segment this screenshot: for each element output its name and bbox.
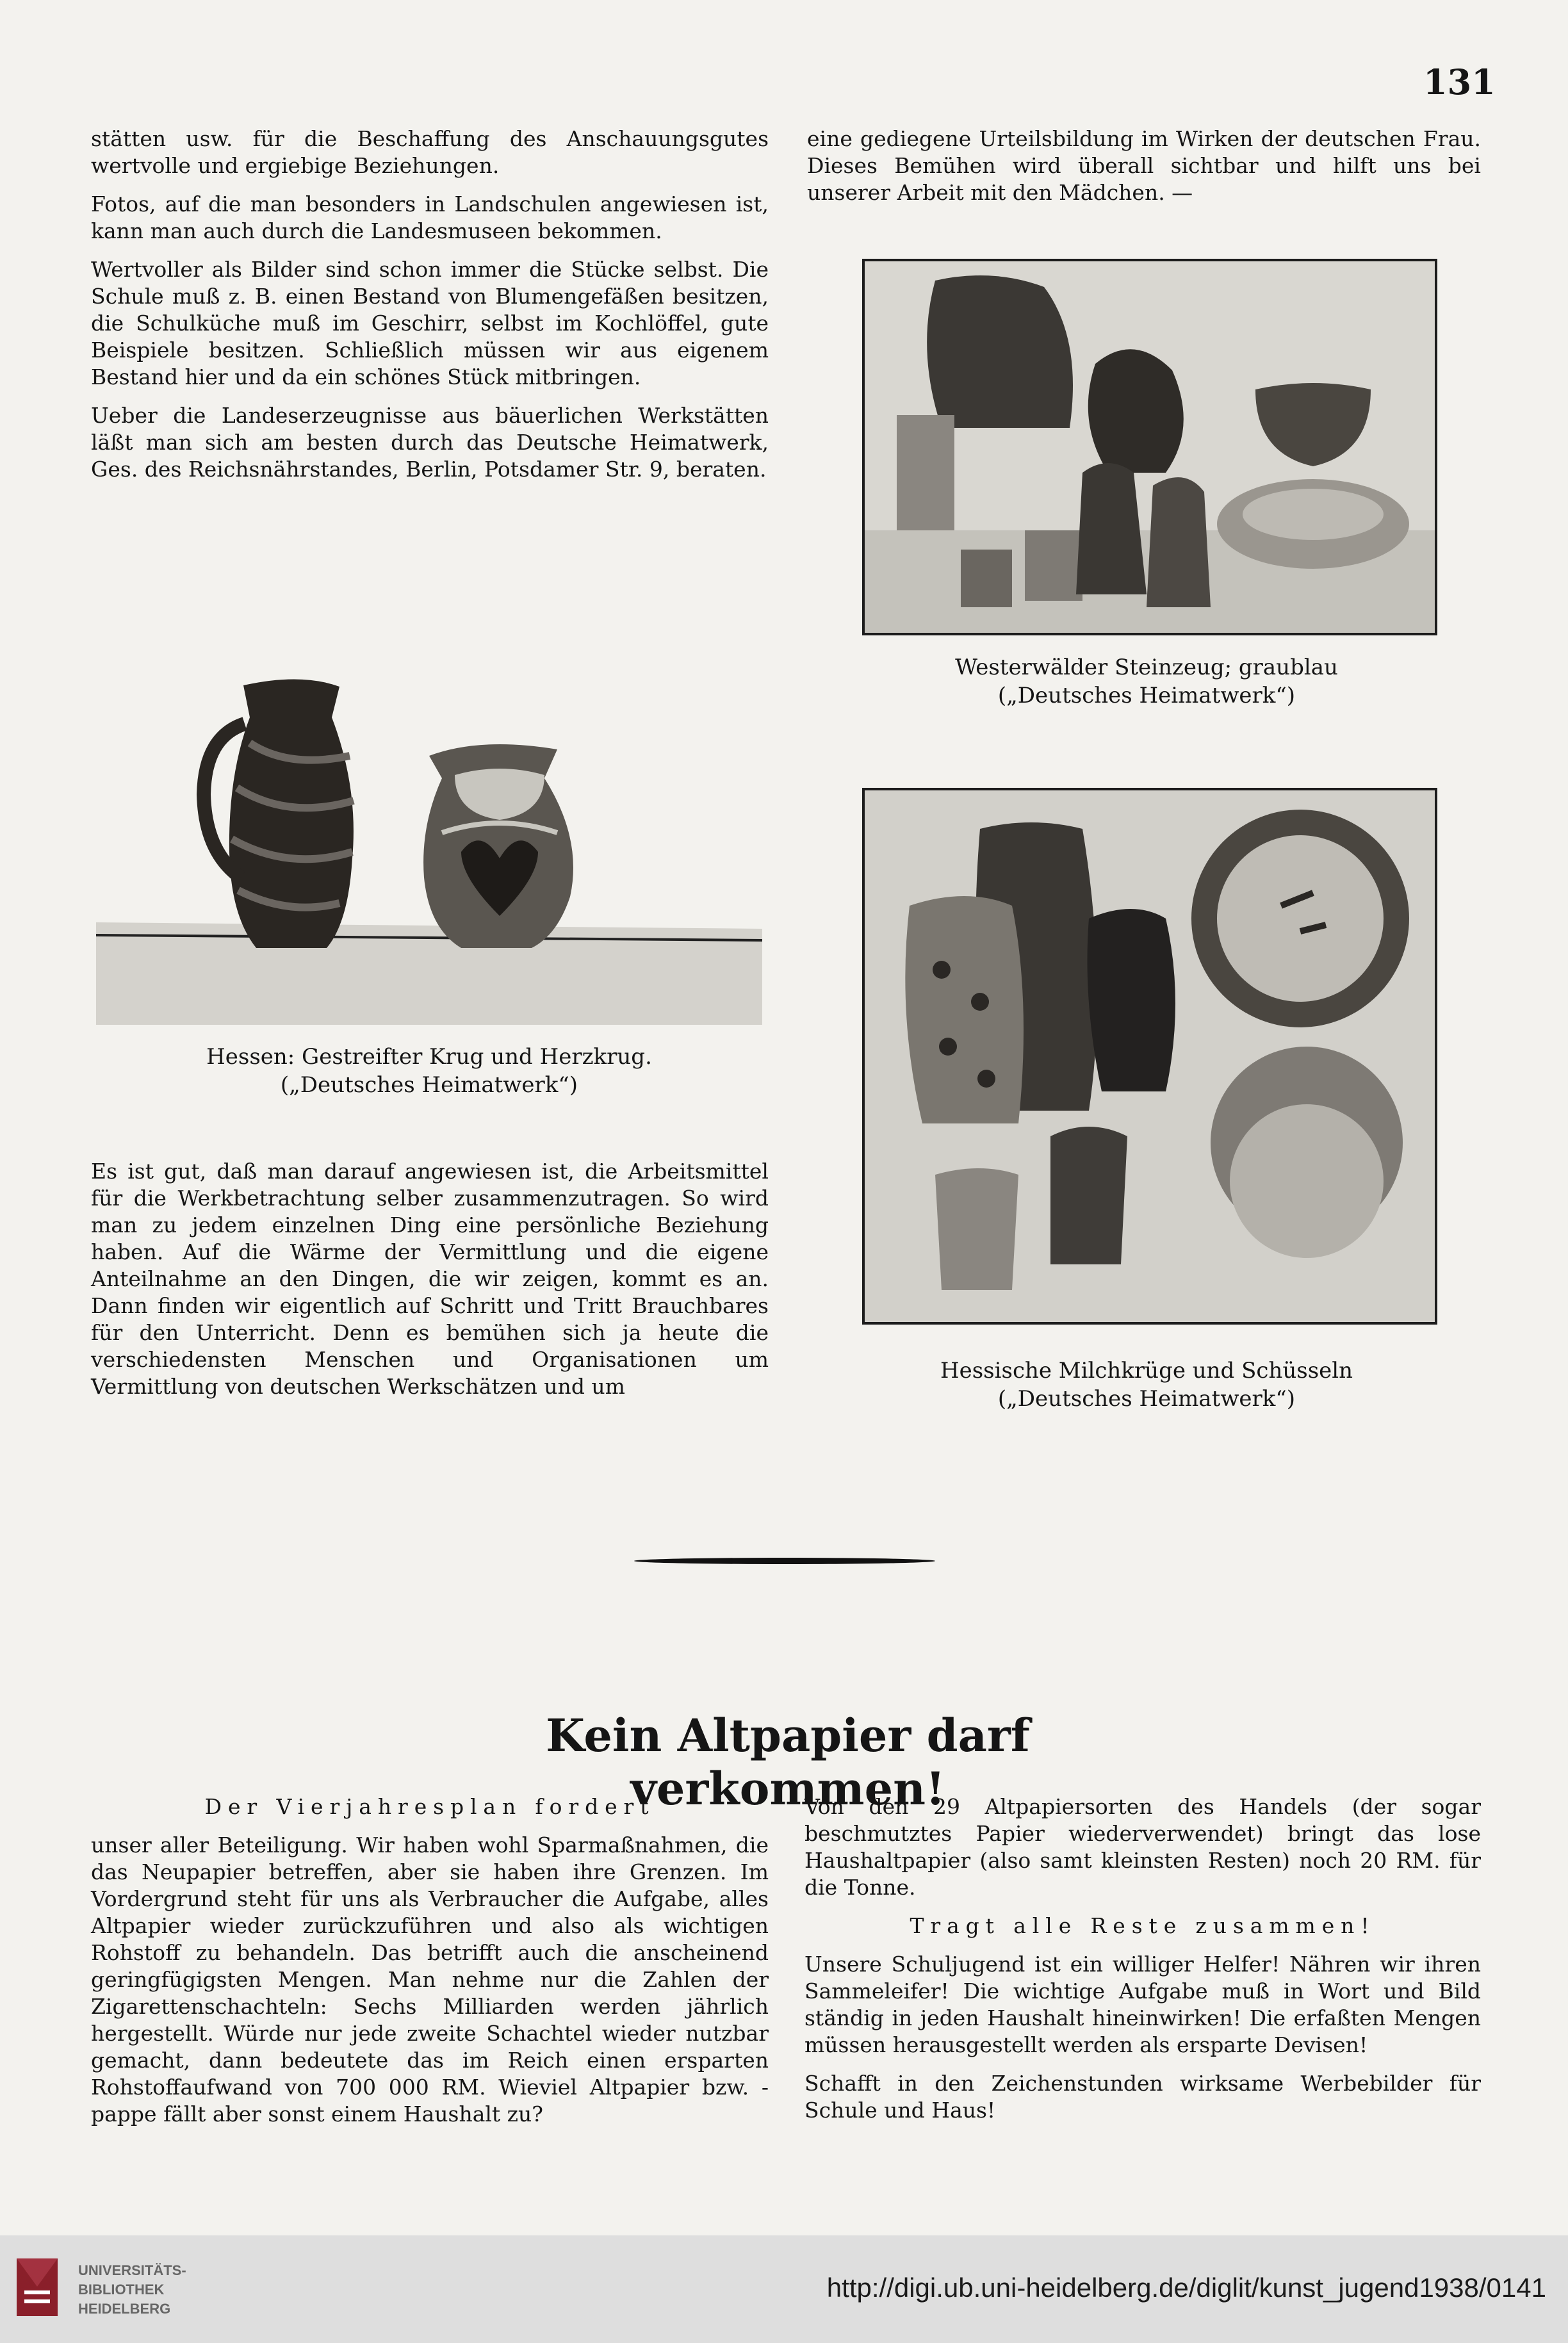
source-url-link[interactable]: http://digi.ub.uni-heidelberg.de/diglit/kunst_jugend1938/0141 [826, 2273, 1546, 2303]
photo-hessen-jugs [96, 647, 762, 1025]
caption-line: Westerwälder Steinzeug; graublau [955, 655, 1338, 680]
paragraph: Unsere Schuljugend ist ein williger Helfer! Nähren wir ihren Sammeleifer! Die wichtige Aufgabe muß in Wort und Bild ständig in jeden Haushalt hineinwirken! Die erfaßten Mengen müssen herausgestellt werden als ersparte Devisen! [804, 1952, 1481, 2057]
right-column-top [807, 126, 1481, 218]
article-subhead-left: Der Vierjahresplan fordert [204, 1794, 655, 1819]
paragraph: Fotos, auf die man besonders in Landschulen angewiesen ist, kann man auch durch die Landesmuseen bekommen. [91, 192, 769, 243]
left-column-top [91, 126, 769, 494]
caption-credit: („Deutsches Heimatwerk“) [280, 1072, 578, 1098]
page-number: 131 [1423, 61, 1496, 102]
library-name-line: BIBLIOTHEK [78, 2282, 165, 2298]
left-column-middle [91, 1158, 769, 1412]
library-name-line: UNIVERSITÄTS- [78, 2262, 186, 2278]
caption-credit: („Deutsches Heimatwerk“) [997, 1386, 1296, 1412]
paragraph: Wertvoller als Bilder sind schon immer die Stücke selbst. Die Schule muß z. B. einen Bestand von Blumengefäßen besitzen, die Schulküche muß im Geschirr, selbst im Kochlöffel, gute Beispiele besitzen. Schließlich müssen wir aus eigenem Bestand hier und da ein schönes Stück mitbringen. [91, 257, 769, 389]
milk-jugs-illustration [865, 790, 1435, 1322]
paragraph: stätten usw. für die Beschaffung des Anschauungsgutes wertvolle und ergiebige Beziehungen. [91, 126, 769, 178]
caption-hessen [96, 1043, 762, 1099]
striped-jug [204, 679, 354, 948]
article-right-column [804, 1793, 1481, 2135]
caption-credit: („Deutsches Heimatwerk“) [997, 683, 1296, 708]
paragraph: Von den 29 Altpapiersorten des Handels (der sogar beschmutztes Papier wiederverwendet) bringt das lose Haushaltpapier (also samt kleinsten Resten) noch 20 RM. für die Tonne. [804, 1794, 1481, 1900]
photo-hessian-milk-jugs [862, 788, 1437, 1325]
caption-milk-jugs [833, 1357, 1460, 1413]
paragraph: Schafft in den Zeichenstunden wirksame Werbebilder für Schule und Haus! [804, 2071, 1481, 2123]
article-subhead-right: Tragt alle Reste zusammen! [910, 1913, 1376, 1938]
university-library-logo-icon [12, 2255, 69, 2324]
photo-westerwald-stoneware [862, 259, 1437, 635]
section-divider [634, 1558, 935, 1564]
caption-line: Hessen: Gestreifter Krug und Herzkrug. [206, 1044, 652, 1070]
paragraph: eine gediegene Urteilsbildung im Wirken der deutschen Frau. Dieses Bemühen wird überall sichtbar und hilft uns bei unserer Arbeit mit den Mädchen. — [807, 126, 1481, 205]
library-name-line: HEIDELBERG [78, 2301, 171, 2317]
stoneware-illustration [865, 261, 1435, 633]
jugs-illustration [96, 647, 762, 1025]
heart-jug [423, 744, 573, 948]
library-name [78, 2261, 186, 2319]
library-footer [0, 2235, 1568, 2343]
paragraph: Es ist gut, daß man darauf angewiesen ist, die Arbeitsmittel für die Werkbetrachtung selber zusammenzutragen. So wird man zu jedem einzelnen Ding eine persönliche Beziehung haben. Auf die Wärme der Vermittlung und die eigene Anteilnahme an den Dingen, die wir zeigen, kommt es an. Dann finden wir eigentlich auf Schritt und Tritt Brauchbares für den Unterricht. Denn es bemühen sich ja heute die verschiedensten Menschen und Organisationen um Vermittlung von deutschen Werkschätzen und um [91, 1159, 769, 1399]
paragraph: unser aller Beteiligung. Wir haben wohl Sparmaßnahmen, die das Neupapier betreffen, aber sie haben ihre Grenzen. Im Vordergrund steht für uns als Verbraucher die Aufgabe, alles Altpapier wieder zurückzuführen und also als wichtigen Rohstoff zu behandeln. Das betrifft auch die anscheinend geringfügigsten Mengen. Man nehme nur die Zahlen der Zigarettenschachteln: Sechs Milliarden werden jährlich hergestellt. Würde nur jede zweite Schachtel wieder nutzbar gemacht, dann bedeutete das im Reich einen ersparten Rohstoffaufwand von 700 000 RM. Wieviel Altpapier bzw. -pappe fällt aber sonst einem Haushalt zu? [91, 1833, 769, 2127]
article-headline: Kein Altpapier darf verkommen! [546, 1709, 1030, 1815]
article-left-column [91, 1793, 769, 2139]
caption-line: Hessische Milchkrüge und Schüsseln [940, 1358, 1353, 1384]
paragraph: Ueber die Landeserzeugnisse aus bäuerlichen Werkstätten läßt man sich am besten durch das Deutsche Heimatwerk, Ges. des Reichsnährstandes, Berlin, Potsdamer Str. 9, beraten. [91, 403, 769, 482]
caption-westerwald [833, 653, 1460, 710]
